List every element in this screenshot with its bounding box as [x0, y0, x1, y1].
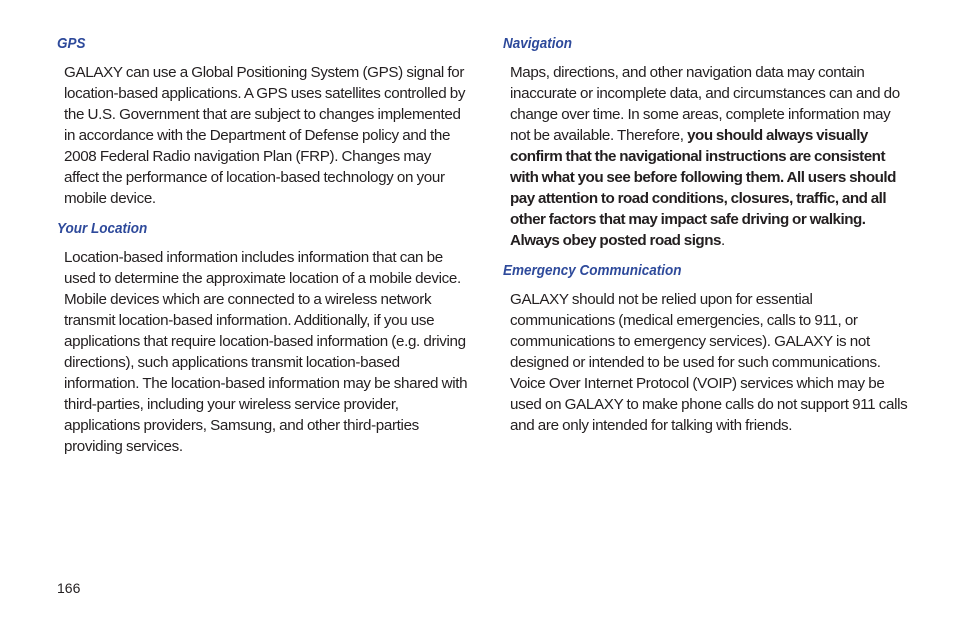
emergency-section [503, 261, 909, 436]
gps-paragraph: GALAXY can use a Global Positioning System (GPS) signal for location-based applications. A GPS uses satellites controlled by the U.S. Government that are subject to changes implemented in accordance with the Department of Defense policy and the 2008 Federal Radio navigation Plan (FRP). Changes may affect the performance of location-based technology on your mobile device. [64, 64, 466, 207]
gps-heading: GPS [57, 35, 86, 52]
page-number: 166 [57, 580, 81, 596]
navigation-intro-text: Maps, directions, and other navigation data may contain inaccurate or incomplete data, and circumstances can and do change over time. In some areas, complete information may not be available. Therefore, [510, 64, 900, 144]
navigation-paragraph [510, 62, 909, 251]
your-location-section [57, 219, 469, 457]
navigation-warning-text: you should always visually confirm that the navigational instructions are consistent with what you see before following them. All users should pay attention to road conditions, closures, traffic, and all other factors that may impact safe driving or walking. Always obey posted road signs [510, 127, 896, 249]
navigation-end-text: . [720, 232, 725, 249]
emergency-paragraph: GALAXY should not be relied upon for essential communications (medical emergencies, calls to 911, or communications to emergency services). GALAXY is not designed or intended to be used for such communications. Voice Over Internet Protocol (VOIP) services which may be used on GALAXY to make phone calls do not support 911 calls and are only intended for talking with friends. [510, 291, 908, 434]
emergency-heading: Emergency Communication [503, 262, 682, 279]
navigation-section [503, 34, 909, 251]
left-column [57, 34, 469, 467]
your-location-heading: Your Location [57, 220, 148, 237]
gps-section [57, 34, 469, 209]
right-column [503, 34, 909, 446]
navigation-heading: Navigation [503, 35, 573, 52]
your-location-paragraph: Location-based information includes information that can be used to determine the approximate location of a mobile device. Mobile devices which are connected to a wireless network transmit location-based information. Additionally, if you use applications that require location-based information (e.g. driving directions), such applications transmit location-based information. The location-based information may be shared with third-parties, including your wireless service provider, applications providers, Samsung, and other third-parties providing services. [64, 249, 468, 455]
